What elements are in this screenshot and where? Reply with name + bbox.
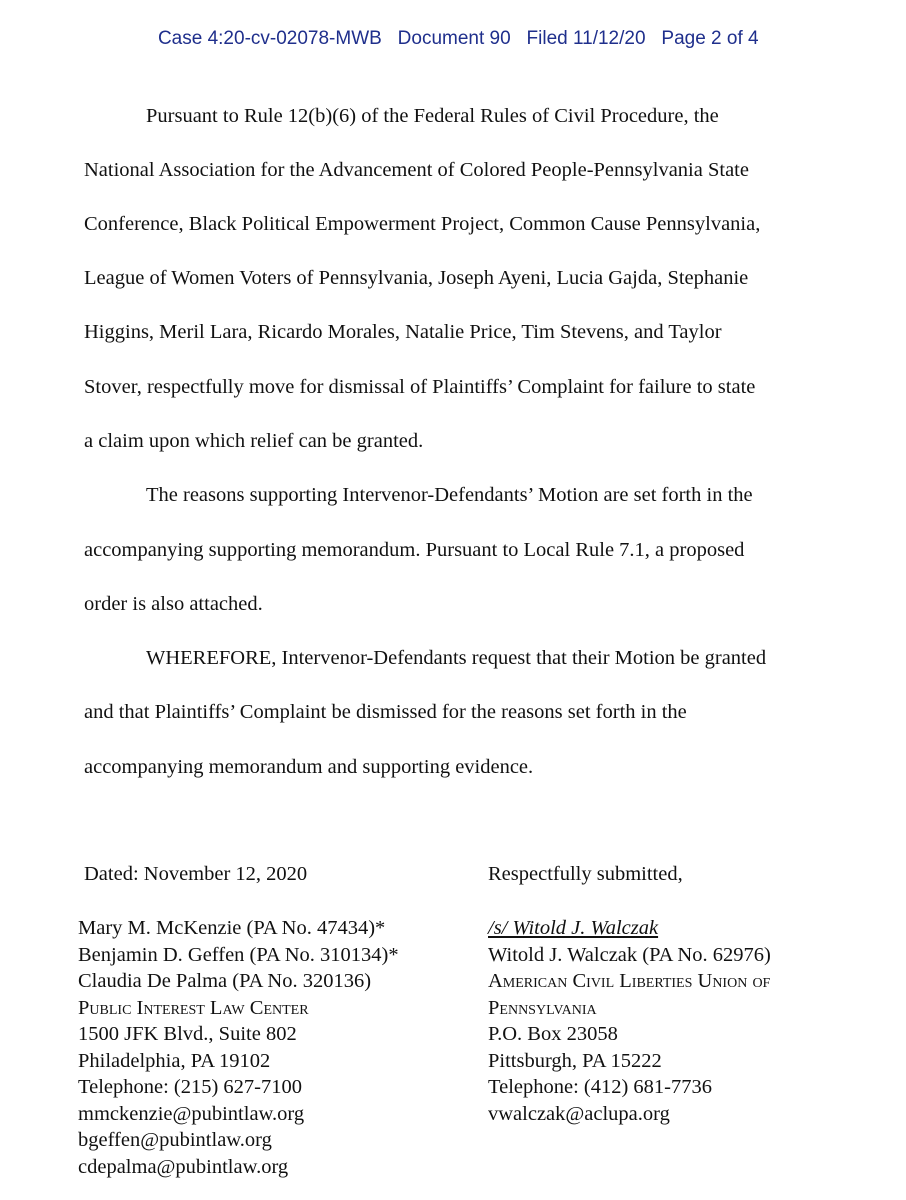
attorney-geffen: Benjamin D. Geffen (PA No. 310134)* <box>78 943 399 966</box>
email-geffen: bgeffen@pubintlaw.org <box>78 1129 272 1151</box>
org-address-city: Pittsburgh, PA 15222 <box>488 1049 662 1072</box>
email-walczak: vwalczak@aclupa.org <box>488 1102 670 1125</box>
paragraph-1-line-5: Higgins, Meril Lara, Ricardo Morales, Natalie Price, Tim Stevens, and Taylor <box>84 321 722 343</box>
paragraph-3-line-3: accompanying memorandum and supporting evidence. <box>84 756 534 778</box>
paragraph-1-line-6: Stover, respectfully move for dismissal of Plaintiffs’ Complaint for failure to state <box>84 376 756 398</box>
org-telephone: Telephone: (412) 681-7736 <box>488 1076 713 1098</box>
paragraph-1-line-1: Pursuant to Rule 12(b)(6) of the Federal Rules of Civil Procedure, the <box>146 105 719 127</box>
paragraph-2-line-3: order is also attached. <box>84 593 263 615</box>
org-name-line-2: Pennsylvania <box>488 996 597 1019</box>
document-number: Document 90 <box>397 28 511 49</box>
paragraph-3-line-2: and that Plaintiffs’ Complaint be dismissed for the reasons set forth in the <box>84 701 687 723</box>
filed-date: Filed 11/12/20 <box>526 28 646 49</box>
motion-body <box>84 0 864 800</box>
left-signature-block <box>78 915 399 1180</box>
paragraph-2-line-1: The reasons supporting Intervenor-Defendants’ Motion are set forth in the <box>146 484 753 506</box>
org-address-po-box: P.O. Box 23058 <box>488 1023 618 1045</box>
firm-address-street: 1500 JFK Blvd., Suite 802 <box>78 1023 297 1045</box>
paragraph-2-line-2: accompanying supporting memorandum. Pursuant to Local Rule 7.1, a proposed <box>84 539 745 561</box>
right-signature-block <box>488 915 771 1127</box>
attorney-walczak: Witold J. Walczak (PA No. 62976) <box>488 943 771 966</box>
attorney-de-palma: Claudia De Palma (PA No. 320136) <box>78 970 372 992</box>
paragraph-1-line-7: a claim upon which relief can be granted. <box>84 430 424 452</box>
firm-address-city: Philadelphia, PA 19102 <box>78 1049 271 1072</box>
paragraph-1-line-3: Conference, Black Political Empowerment Project, Common Cause Pennsylvania, <box>84 213 761 235</box>
page-indicator: Page 2 of 4 <box>661 28 759 49</box>
email-mckenzie: mmckenzie@pubintlaw.org <box>78 1102 305 1125</box>
paragraph-3-line-1: WHEREFORE, Intervenor-Defendants request that their Motion be granted <box>146 647 767 669</box>
case-number: Case 4:20-cv-02078-MWB <box>157 28 382 49</box>
dated-line: Dated: November 12, 2020 <box>84 863 308 885</box>
email-de-palma: cdepalma@pubintlaw.org <box>78 1155 289 1178</box>
firm-telephone: Telephone: (215) 627-7100 <box>78 1076 303 1098</box>
respectfully-submitted: Respectfully submitted, <box>488 863 683 885</box>
org-name-line-1: American Civil Liberties Union of <box>488 970 771 992</box>
firm-name: Public Interest Law Center <box>78 996 309 1019</box>
paragraph-1-line-2: National Association for the Advancement of Colored People-Pennsylvania State <box>84 159 749 181</box>
electronic-signature: /s/ Witold J. Walczak <box>488 917 659 939</box>
paragraph-1-line-4: League of Women Voters of Pennsylvania, Joseph Ayeni, Lucia Gajda, Stephanie <box>84 267 749 289</box>
attorney-mckenzie: Mary M. McKenzie (PA No. 47434)* <box>78 917 386 939</box>
